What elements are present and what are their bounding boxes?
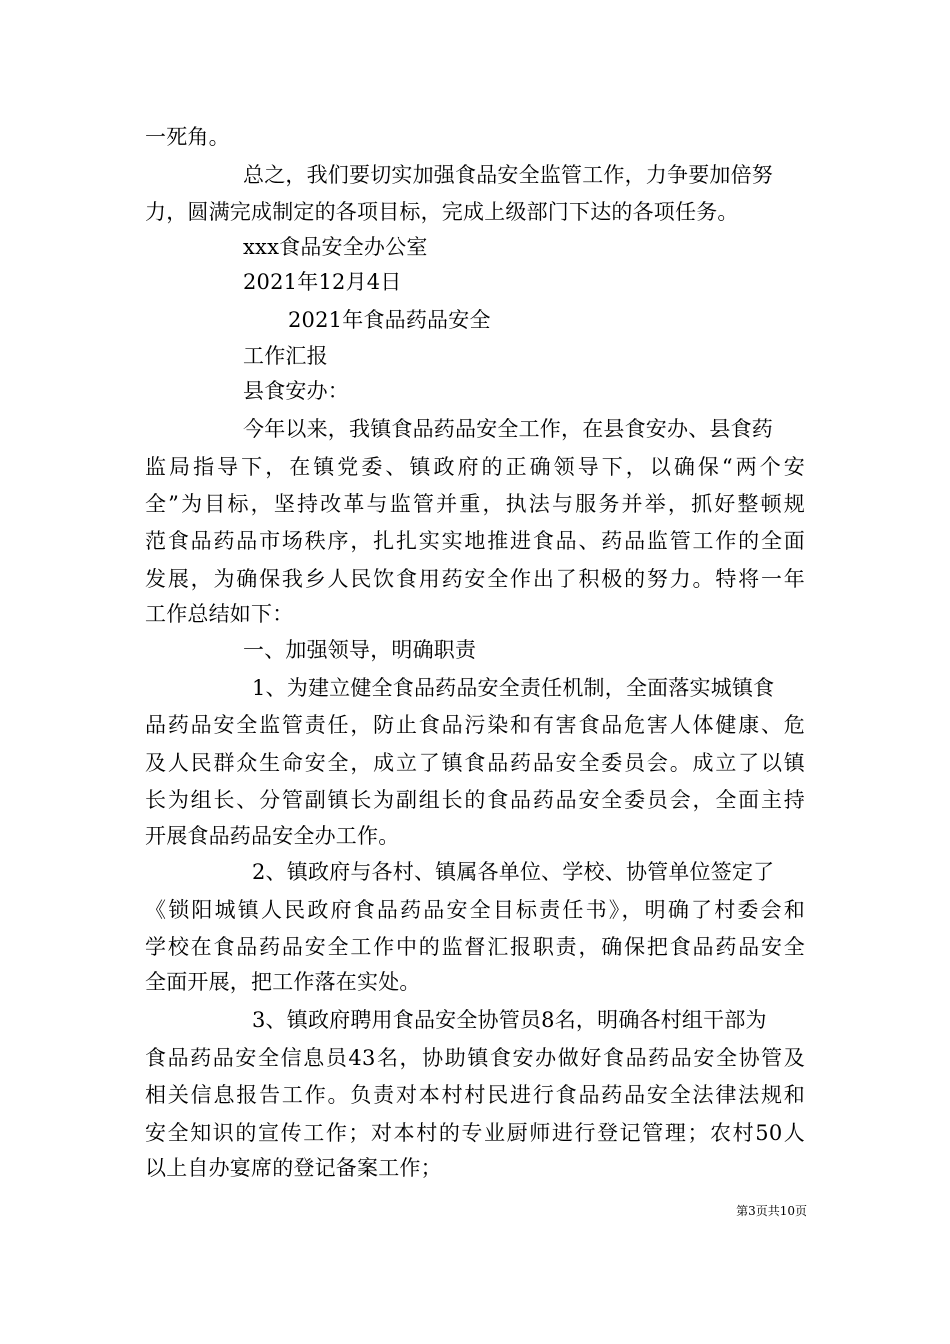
- text-line: 《锁阳城镇人民政府食品药品安全目标责任书》，明确了村委会和: [145, 898, 805, 922]
- text-line: 以上自办宴席的登记备案工作；: [145, 1156, 442, 1180]
- text-line: 安全知识的宣传工作；对本村的专业厨师进行登记管理；农村50人: [145, 1121, 805, 1145]
- text-line: 监局指导下，在镇党委、镇政府的正确领导下，以确保“两个安: [145, 455, 805, 479]
- text-line: 食品药品安全信息员43名，协助镇食安办做好食品药品安全协管及: [145, 1046, 805, 1070]
- text-line: 长为组长、分管副镇长为副组长的食品药品安全委员会，全面主持: [145, 788, 805, 812]
- text-line: 一、加强领导，明确职责: [243, 638, 477, 662]
- text-line: xxx食品安全办公室: [243, 235, 428, 259]
- text-line: 全面开展，把工作落在实处。: [145, 970, 421, 994]
- text-line: 相关信息报告工作。负责对本村村民进行食品药品安全法律法规和: [145, 1083, 805, 1107]
- text-line: 3、镇政府聘用食品安全协管员8名，明确各村组干部为: [252, 1008, 767, 1032]
- text-line: 学校在食品药品安全工作中的监督汇报职责，确保把食品药品安全: [145, 935, 805, 959]
- text-line: 县食安办：: [243, 379, 349, 403]
- text-line: 2021年食品药品安全: [288, 308, 491, 332]
- text-line: 2021年12月4日: [243, 270, 402, 294]
- text-line: 1、为建立健全食品药品安全责任机制，全面落实城镇食: [252, 676, 775, 700]
- text-line: 发展，为确保我乡人民饮食用药安全作出了积极的努力。特将一年: [145, 567, 805, 591]
- text-line: 总之，我们要切实加强食品安全监管工作，力争要加倍努: [243, 163, 773, 187]
- text-line: 及人民群众生命安全，成立了镇食品药品安全委员会。成立了以镇: [145, 751, 805, 775]
- text-line: 力，圆满完成制定的各项目标，完成上级部门下达的各项任务。: [145, 200, 739, 224]
- text-line: 2、镇政府与各村、镇属各单位、学校、协管单位签定了: [252, 860, 775, 884]
- text-line: 范食品药品市场秩序，扎扎实实地推进食品、药品监管工作的全面: [145, 529, 805, 553]
- text-line: 工作汇报: [243, 344, 328, 368]
- text-line: 今年以来，我镇食品药品安全工作，在县食安办、县食药: [243, 417, 773, 441]
- page-footer: 第3页共10页: [736, 1204, 807, 1218]
- text-line: 全”为目标，坚持改革与监管并重，执法与服务并举，抓好整顿规: [145, 492, 805, 516]
- text-line: 一死角。: [145, 125, 230, 149]
- text-line: 工作总结如下：: [145, 602, 294, 626]
- text-line: 品药品安全监管责任，防止食品污染和有害食品危害人体健康、危: [145, 713, 805, 737]
- text-line: 开展食品药品安全办工作。: [145, 824, 400, 848]
